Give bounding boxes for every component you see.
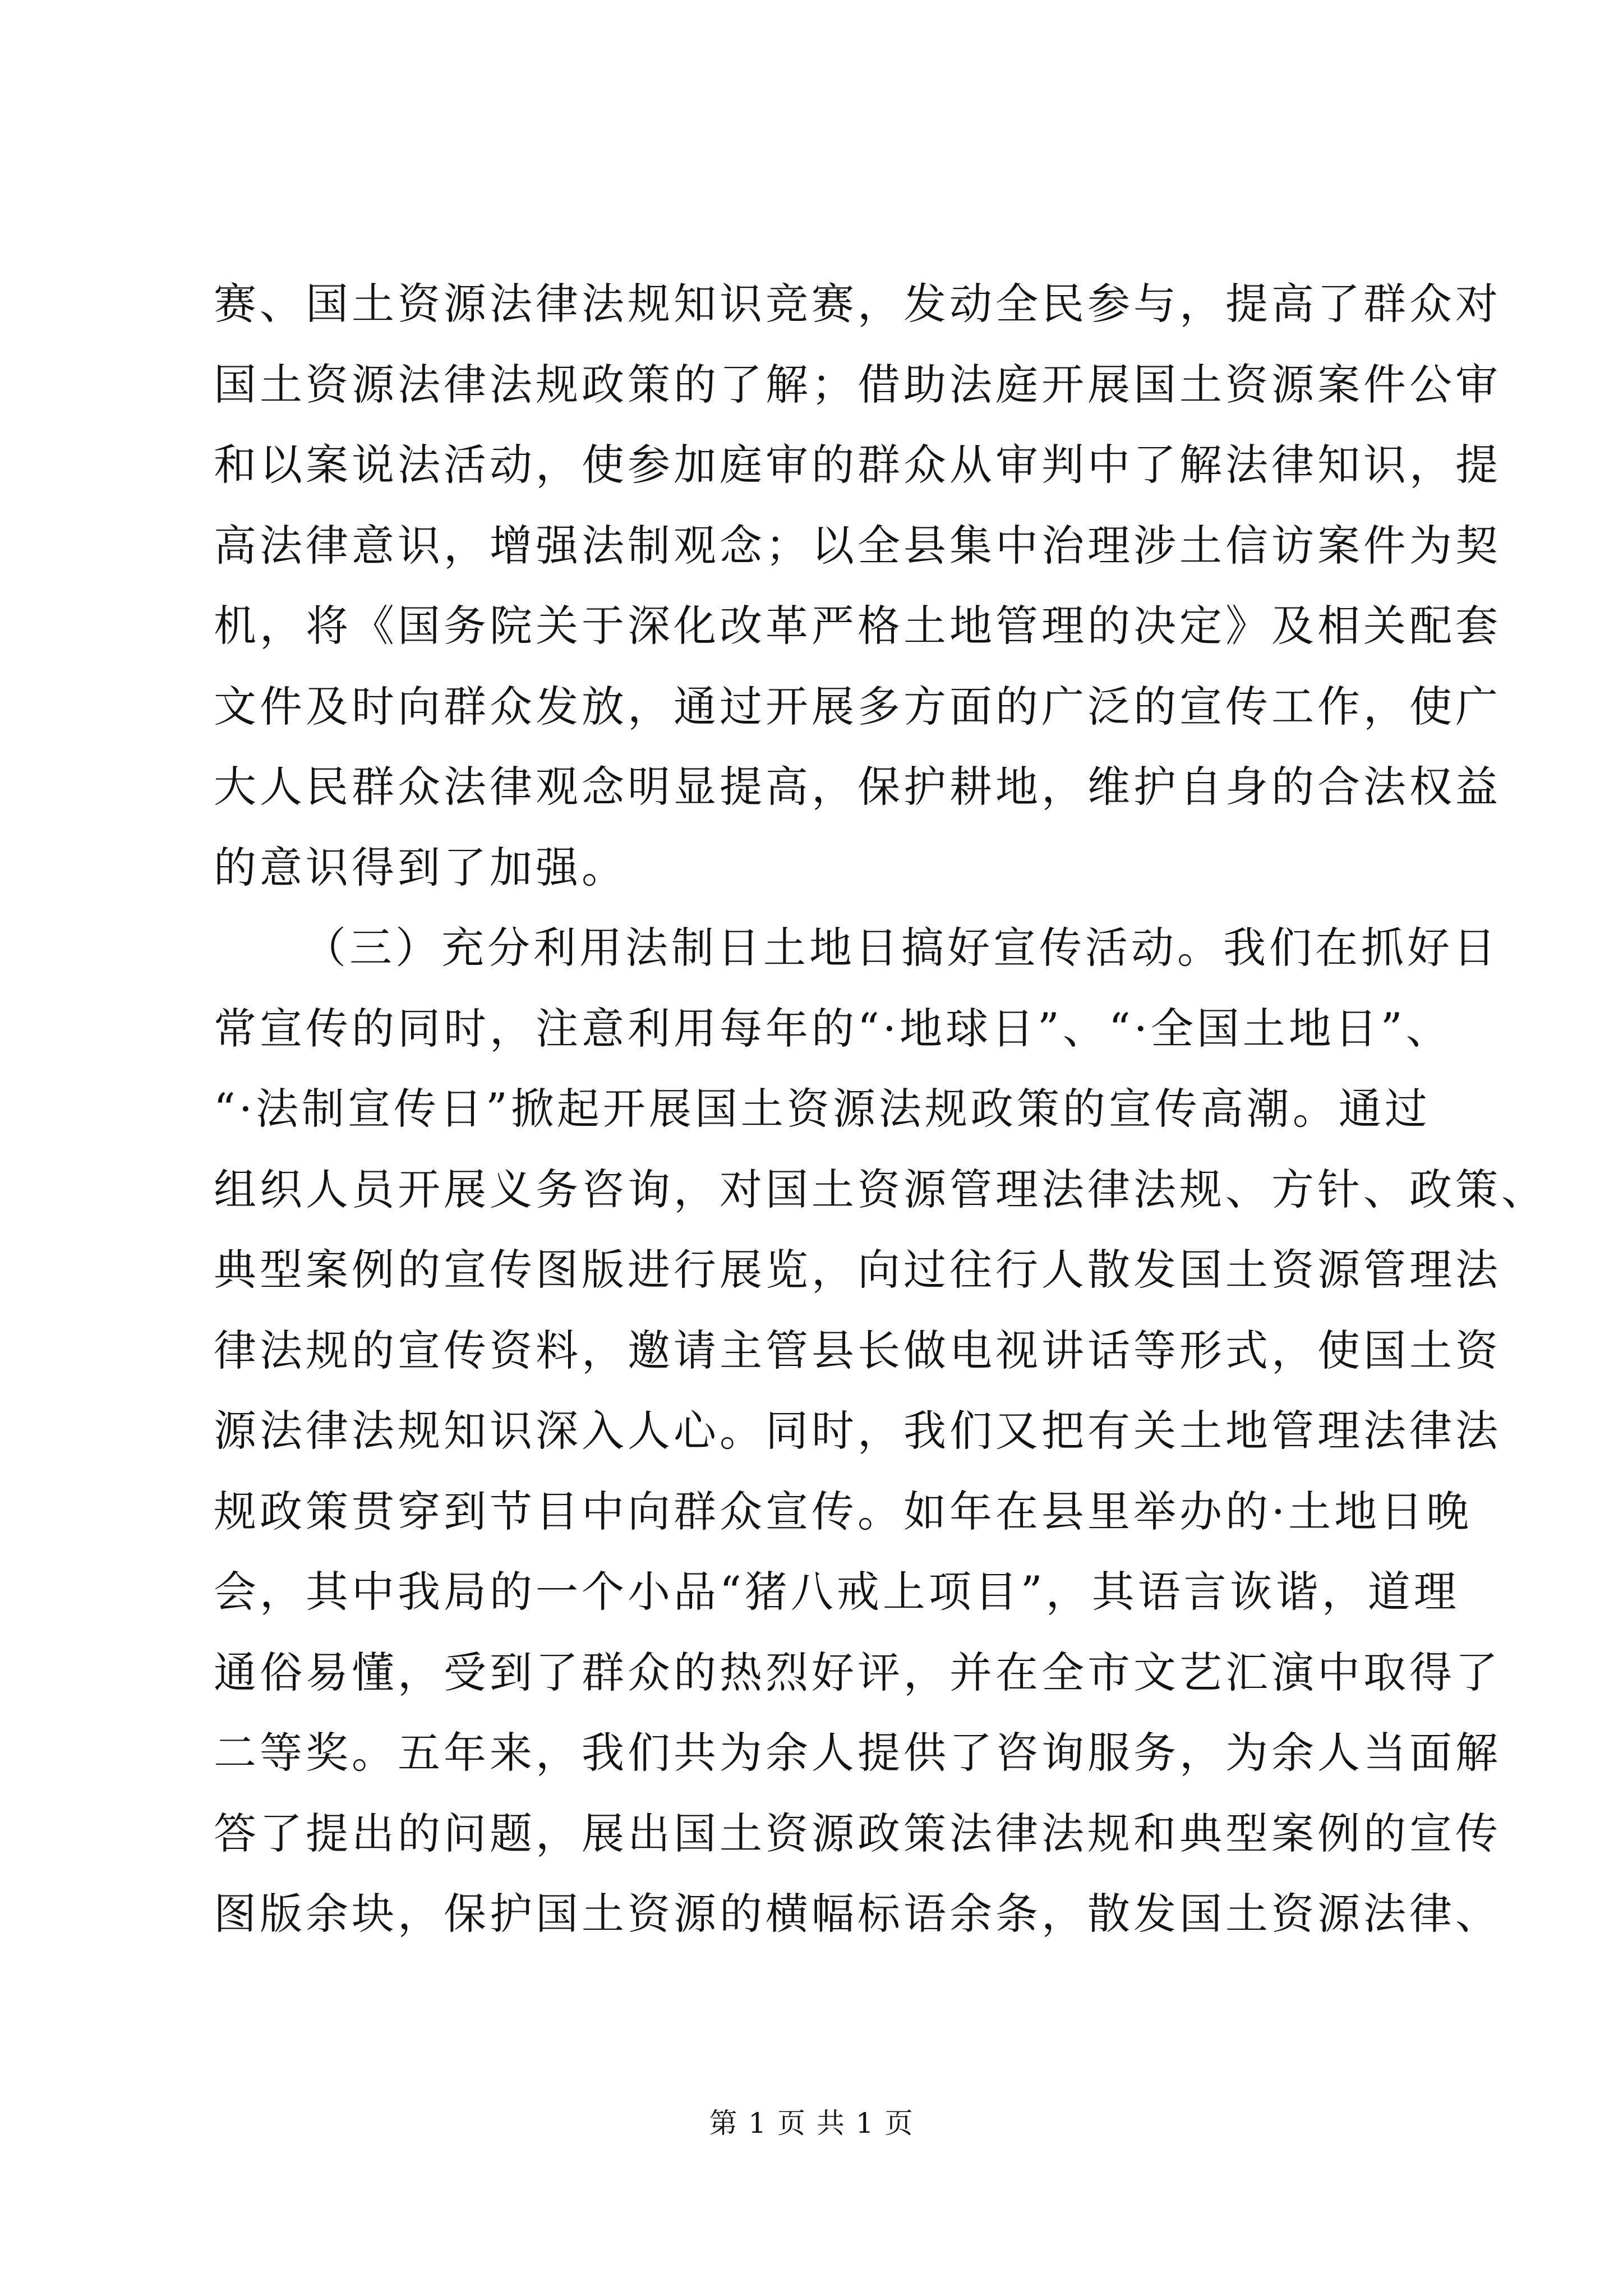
text-line: 规政策贯穿到节目中向群众宣传。如年在县里举办的·土地日晚 [214,1486,1473,1536]
text-line: 源法律法规知识深入人心。同时，我们又把有关土地管理法律法 [214,1406,1501,1456]
text-line: 和以案说法活动，使参加庭审的群众从审判中了解法律知识，提 [214,440,1501,490]
text-line: 赛、国土资源法律法规知识竞赛，发动全民参与，提高了群众对 [214,279,1501,329]
text-line: “·法制宣传日”掀起开展国土资源法规政策的宣传高潮。通过 [214,1084,1431,1134]
text-line: 国土资源法律法规政策的了解；借助法庭开展国土资源案件公审 [214,359,1501,409]
text-line: 会，其中我局的一个小品“猪八戒上项目”，其语言诙谐，道理 [214,1567,1460,1617]
text-line: 组织人员开展义务咨询，对国土资源管理法律法规、方针、政策、 [214,1164,1547,1214]
text-line: 律法规的宣传资料，邀请主管县长做电视讲话等形式，使国土资 [214,1325,1501,1375]
text-line: 二等奖。五年来，我们共为余人提供了咨询服务，为余人当面解 [214,1728,1501,1778]
text-line: 答了提出的问题，展出国土资源政策法律法规和典型案例的宣传 [214,1808,1501,1858]
text-line: 大人民群众法律观念明显提高，保护耕地，维护自身的合法权益 [214,762,1501,812]
body-text [214,264,1547,1954]
text-line: 通俗易懂，受到了群众的热烈好评，并在全市文艺汇演中取得了 [214,1647,1501,1697]
text-line: 高法律意识，增强法制观念；以全县集中治理涉土信访案件为契 [214,520,1501,570]
section-heading-line: （三）充分利用法制日土地日搞好宣传活动。我们在抓好日 [303,923,1499,973]
text-line: 图版余块，保护国土资源的横幅标语余条，散发国土资源法律、 [214,1889,1501,1939]
text-line: 文件及时向群众发放，通过开展多方面的广泛的宣传工作，使广 [214,681,1501,731]
text-line: 机，将《国务院关于深化改革严格土地管理的决定》及相关配套 [214,601,1501,651]
text-line: 典型案例的宣传图版进行展览，向过往行人散发国土资源管理法 [214,1245,1501,1295]
page-footer: 第 1 页 共 1 页 [709,2107,914,2139]
text-line: 的意识得到了加强。 [214,842,628,892]
text-line: 常宣传的同时，注意利用每年的“·地球日”、“·全国土地日”、 [214,1003,1452,1053]
